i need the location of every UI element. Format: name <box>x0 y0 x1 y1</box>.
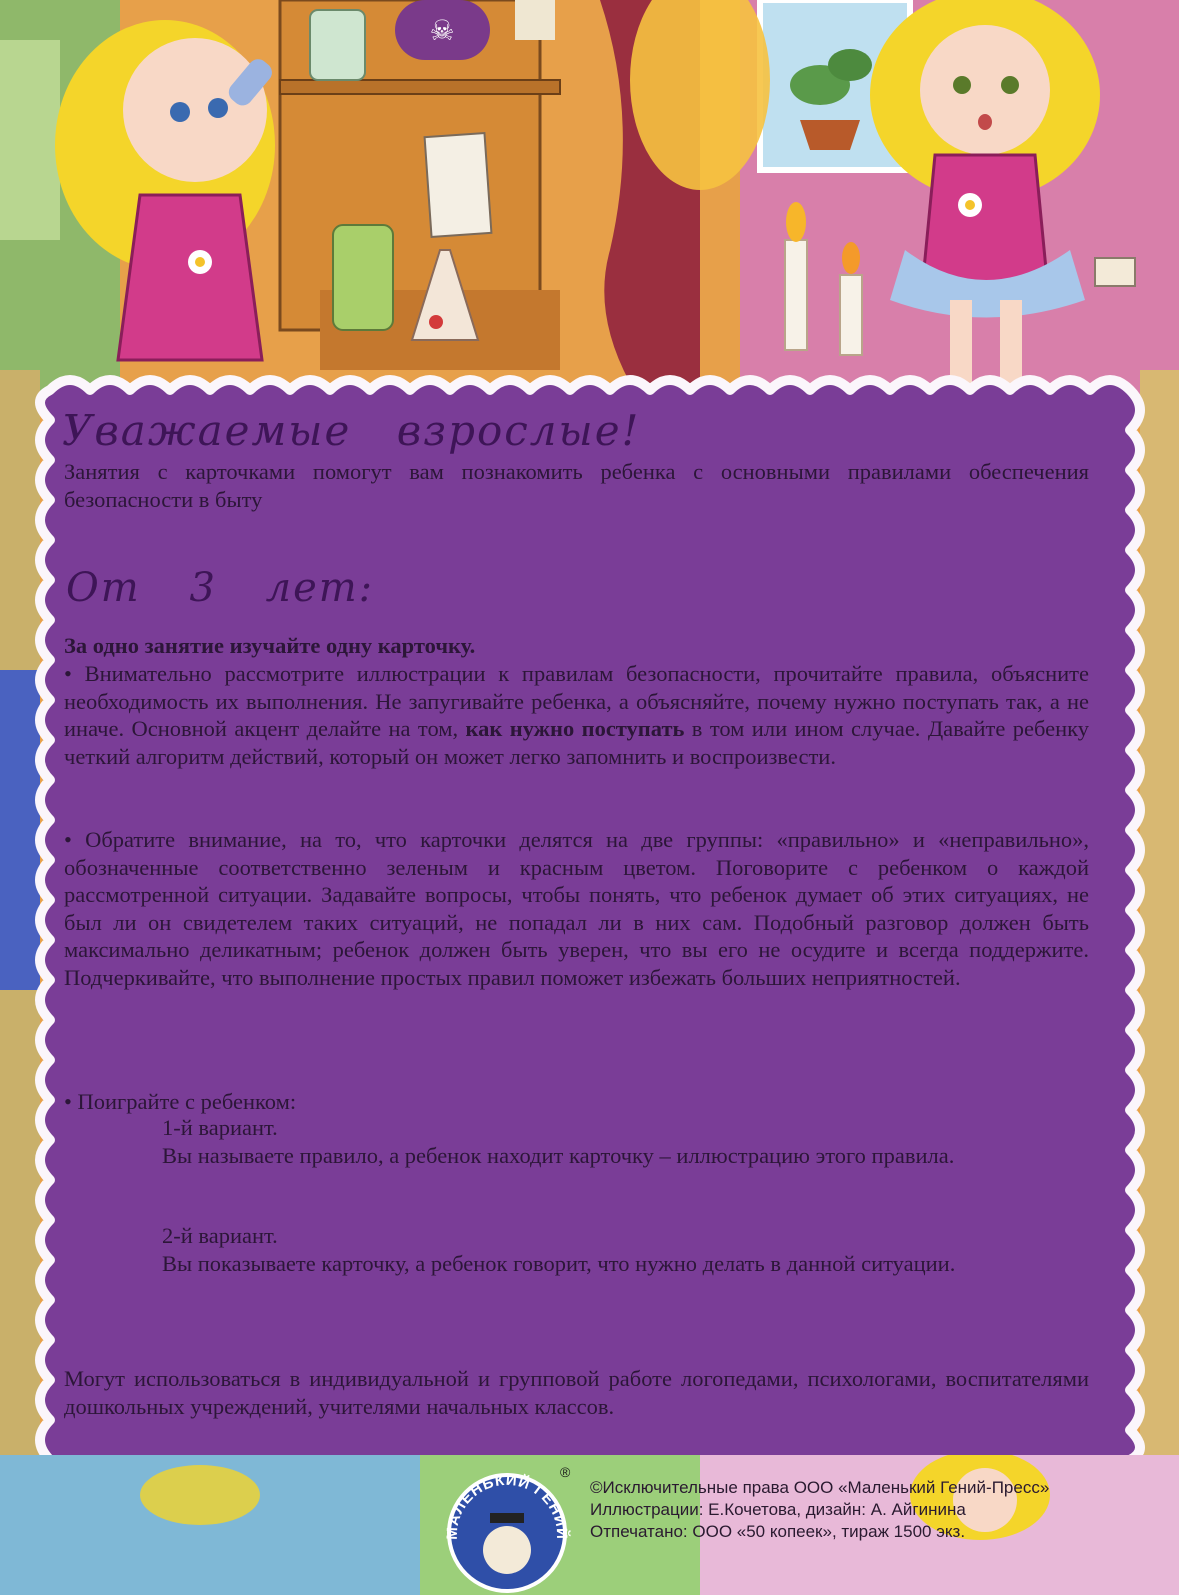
credits-rights: ©Исключительные права ООО «Маленький Гений-Пресс» <box>590 1478 1050 1497</box>
bottom-strip <box>0 1455 1179 1595</box>
bullet-paragraph-1 <box>64 660 1089 770</box>
instructions-panel <box>0 370 1179 1480</box>
svg-text:☠: ☠ <box>429 14 455 47</box>
final-paragraph: Могут использоваться в индивидуальной и групповой работе логопедами, психологами, воспитателями дошкольных учреждений, учителями начальных классов. <box>64 1366 1089 1419</box>
bullet1-text-end: в том или ином случае. Давайте ребенку четкий алгоритм действий, который он может легко запомнить и воспроизвести. <box>64 716 1090 769</box>
lead-line: За одно занятие изучайте одну карточку. <box>64 633 476 658</box>
variant-2-text: Вы показываете карточку, а ребенок говорит, что нужно делать в данной ситуации. <box>162 1250 956 1276</box>
credits-printing: Отпечатано: ООО «50 копеек», тираж 1500 экз. <box>590 1522 966 1541</box>
variant-1-title: 1-й вариант. <box>162 1115 278 1140</box>
heading-dear-adults: Уважаемые взрослые! <box>62 406 641 455</box>
publisher-logo <box>432 1455 582 1595</box>
bullet1-emphasis: как нужно поступать <box>465 716 685 741</box>
registered-mark: ® <box>560 1464 571 1480</box>
bullet1-text-start: • Внимательно рассмотрите иллюстрации к правилам безопасности, прочитайте правила, объясните необходимость их выполнения. Не запугивайте ребенка, а объясняйте, почему нужно поступать так, а не иначе. Основной акцент делайте на том, <box>64 661 1089 741</box>
credits-block <box>590 1477 1170 1543</box>
publisher-logo-text: МАЛЕНЬКИЙ ГЕНИЙ <box>443 1471 571 1541</box>
children-safety-illustration <box>0 0 1179 400</box>
variant-2 <box>162 1222 1062 1277</box>
age-heading: От 3 лет: <box>66 565 375 611</box>
variant-1-text: Вы называете правило, а ребенок находит карточку – иллюстрацию этого правила. <box>162 1142 955 1168</box>
bullet-paragraph-3: • Поиграйте с ребенком: <box>64 1089 297 1114</box>
variant-2-title: 2-й вариант. <box>162 1223 278 1248</box>
variant-1 <box>162 1114 1062 1169</box>
top-illustration <box>0 0 1179 400</box>
intro-paragraph: Занятия с карточками помогут вам познакомить ребенка с основными правилами обеспечения безопасности в быту <box>64 459 1089 512</box>
credits-illustrations: Иллюстрации: Е.Кочетова, дизайн: А. Айгинина <box>590 1500 966 1519</box>
bullet-paragraph-2: • Обратите внимание, на то, что карточки делятся на две группы: «правильно» и «неправильно», обозначенные соответственно зеленым и красным цветом. Поговорите с ребенком о каждой рассмотренной ситуации. Задавайте вопросы, чтобы понять, что ребенок думает об этих ситуациях, не был ли он свидетелем таких ситуаций, не попадал ли в них сам. Подобный разговор должен быть максимально деликатным; ребенок должен быть уверен, что вы его не осудите и всегда поддержите. Подчеркивайте, что выполнение простых правил поможет избежать больших неприятностей. <box>64 827 1089 990</box>
